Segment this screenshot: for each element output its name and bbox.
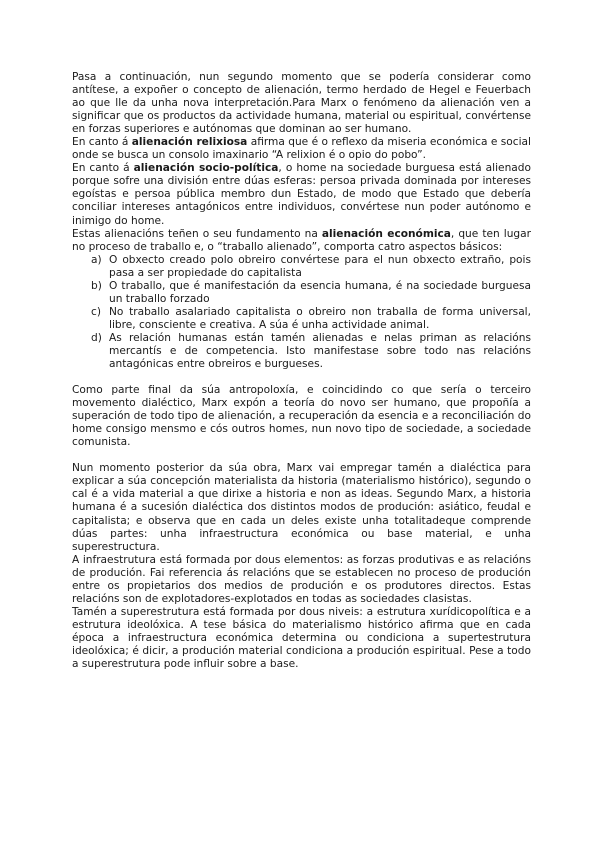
list-item: c) No traballo asalariado capitalista o obreiro non traballa de forma universal, libre, consciente e creativa. A súa é unha actividade animal.: [91, 305, 531, 331]
paragraph-infrastructure: A infraestrutura está formada por dous elementos: as forzas produtivas e as relacións de produción. Fai referencia ás relacións que se establecen no proceso de produción entre os propietarios dos medios de produción e os produtores directos. Estas relacións son de explotadores-explotados en todas as sociedades clasistas.: [72, 553, 531, 605]
paragraph-economic-alienation: Estas alienacións teñen o seu fundamento na alienación económica, que ten lugar no proceso de traballo e, o “traballo alienado”, comporta catro aspectos básicos:: [72, 227, 531, 253]
list-item: d) As relación humanas están tamén alienadas e nelas priman as relacións mercantís e de competencia. Isto manifestase sobre todo nas relacións antagónicas entre obreiros e burgueses.: [91, 331, 531, 371]
term-economic-alienation: alienación económica: [321, 227, 451, 240]
paragraph-religious-alienation: En canto á alienación relixiosa afirma que é o reflexo da miseria económica e social onde se busca un consolo imaxinario “A relixion é o opio do pobo”.: [72, 136, 531, 162]
paragraph-superstructure: Tamén a superestrutura está formada por dous niveis: a estrutura xurídicopolítica e a estrutura ideolóxica. A tese básica do materialismo histórico afirma que en cada época a infraestructura económica determina ou condiciona a supertestrutura ideolóxica; é dicir, a produción material condiciona a produción espiritual. Pese a todo a superestrutura pode influir sobre a base.: [72, 605, 531, 671]
paragraph-socio-political-alienation: En canto á alienación socio-política, o home na sociedade burguesa está alienado porque sofre una división entre dúas esferas: persoa privada dominada por intereses egoístas e persoa pública membro dun Estado, de modo que Estado que debería conciliar intereses antagónicos entre individuos, convértese nun poder autónomo e inimigo do home.: [72, 162, 531, 227]
document-page: [72, 71, 531, 671]
list-marker: d): [91, 331, 102, 344]
paragraph-historical-materialism: Nun momento posterior da súa obra, Marx vai empregar tamén a dialéctica para explicar a súa concepción materialista da historia (materialismo histórico), segundo o cal é a vida material a que dirixe a historia e non as ideas. Segundo Marx, a historia humana é a sucesión dialéctica dos distintos modos de produción: asiático, feudal e capitalista; e observa que en cada un deles existe unha totalitadeque comprende dúas partes: unha infraestructura económica ou base material, e unha superestructura.: [72, 462, 531, 553]
list-item: b) O traballo, que é manifestación da esencia humana, é na sociedade burguesa un traballo forzado: [91, 279, 531, 305]
list-marker: b): [91, 279, 102, 292]
term-religious-alienation: alienación relixiosa: [131, 136, 248, 149]
paragraph-alienation-intro: Pasa a continuación, nun segundo momento que se podería considerar como antítese, a expoñer o concepto de alienación, termo herdado de Hegel e Feuerbach ao que lle da unha nova interpretación.Para Marx o fenómeno da alienación ven a significar que os productos da actividade humana, material ou espiritual, convértense en forzas superiores e autónomas que dominan ao ser humano.: [72, 71, 531, 136]
term-socio-political-alienation: alienación socio-política: [133, 162, 279, 175]
alienated-labour-list: [72, 254, 531, 371]
list-marker: a): [91, 253, 102, 266]
list-item: a) O obxecto creado polo obreiro convértese para el nun obxecto extraño, pois pasa a ser propiedade do capitalista: [91, 253, 531, 279]
list-marker: c): [91, 305, 101, 318]
paragraph-new-human-being: Como parte final da súa antropoloxía, e coincidindo co que sería o terceiro movemento dialéctico, Marx expón a teoría do novo ser humano, que propoñía a superación de todo tipo de alienación, a recuperación da esencia e a reconciliación do home consigo mensmo e cós outros homes, nun novo tipo de sociedade, a sociedade comunista.: [72, 384, 531, 449]
